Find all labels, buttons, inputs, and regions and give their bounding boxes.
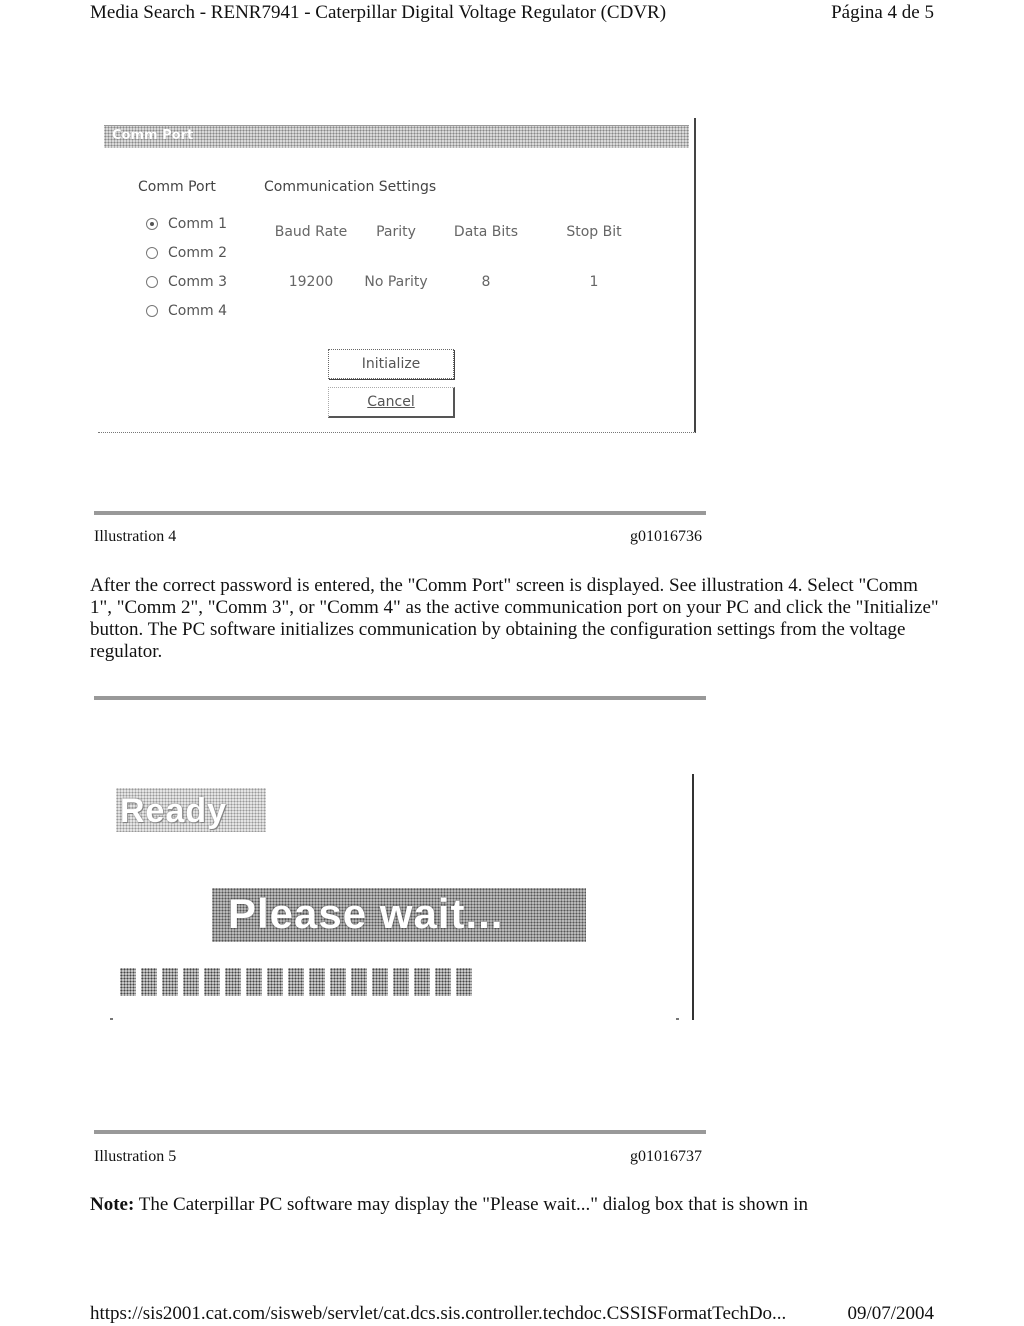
dialog-title: Comm Port xyxy=(112,128,194,143)
baud-rate-header: Baud Rate xyxy=(274,224,348,240)
radio-label: Comm 4 xyxy=(168,303,227,319)
please-wait-banner xyxy=(212,888,586,942)
dialog-title-bar xyxy=(104,125,689,148)
please-wait-dialog xyxy=(108,774,694,1020)
progress-block xyxy=(456,968,472,996)
progress-block xyxy=(204,968,220,996)
note-text: The Caterpillar PC software may display the "Please wait..." dialog box that is shown in xyxy=(138,1194,809,1215)
progress-block xyxy=(267,968,283,996)
parity-header: Parity xyxy=(376,224,416,240)
footer-url: https://sis2001.cat.com/sisweb/servlet/cat.dcs.sis.controller.techdoc.CSSISFormatTechDo... xyxy=(90,1303,787,1324)
corner-mark xyxy=(676,1018,679,1020)
progress-block xyxy=(435,968,451,996)
divider xyxy=(94,511,706,515)
page-number: Página 4 de 5 xyxy=(831,2,934,23)
note-paragraph xyxy=(90,1194,940,1216)
data-bits-header: Data Bits xyxy=(453,224,519,240)
radio-label: Comm 1 xyxy=(168,216,227,232)
stop-bit-header: Stop Bit xyxy=(566,224,622,240)
radio-icon[interactable] xyxy=(146,276,158,288)
initialize-label: Initialize xyxy=(361,356,421,372)
radio-comm-4[interactable] xyxy=(146,303,227,319)
radio-comm-2[interactable] xyxy=(146,245,227,261)
progress-block xyxy=(393,968,409,996)
progress-block xyxy=(225,968,241,996)
progress-block xyxy=(288,968,304,996)
comm-port-heading: Comm Port xyxy=(138,179,216,195)
progress-block xyxy=(330,968,346,996)
progress-block xyxy=(162,968,178,996)
progress-block xyxy=(372,968,388,996)
cancel-label: Cancel xyxy=(367,394,415,410)
progress-block xyxy=(183,968,199,996)
initialize-button[interactable] xyxy=(328,349,454,379)
progress-bar xyxy=(120,968,472,996)
radio-comm-3[interactable] xyxy=(146,274,227,290)
progress-block xyxy=(141,968,157,996)
baud-rate-value: 19200 xyxy=(288,274,334,290)
cancel-button[interactable] xyxy=(328,387,455,418)
caption-id-illustration-5: g01016737 xyxy=(630,1148,702,1165)
radio-selected-icon[interactable] xyxy=(146,218,158,230)
progress-block xyxy=(351,968,367,996)
caption-illustration-5: Illustration 5 xyxy=(94,1148,177,1165)
radio-comm-1[interactable] xyxy=(146,216,227,232)
data-bits-value: 8 xyxy=(481,274,491,290)
header-title: Media Search - RENR7941 - Caterpillar Digital Voltage Regulator (CDVR) xyxy=(90,2,667,23)
comm-port-dialog xyxy=(98,118,696,433)
caption-illustration-4: Illustration 4 xyxy=(94,528,177,545)
progress-block xyxy=(120,968,136,996)
footer-date: 09/07/2004 xyxy=(847,1303,934,1324)
progress-block xyxy=(309,968,325,996)
ready-title-text: Ready xyxy=(120,792,228,830)
please-wait-text: Please wait... xyxy=(228,890,504,937)
radio-icon[interactable] xyxy=(146,247,158,259)
radio-label: Comm 2 xyxy=(168,245,227,261)
corner-mark xyxy=(110,1018,113,1020)
parity-value: No Parity xyxy=(364,274,428,290)
progress-block xyxy=(246,968,262,996)
ready-title xyxy=(116,788,266,832)
divider xyxy=(94,696,706,700)
note-label: Note: xyxy=(90,1194,135,1215)
radio-icon[interactable] xyxy=(146,305,158,317)
settings-heading: Communication Settings xyxy=(264,179,437,195)
progress-block xyxy=(414,968,430,996)
caption-id-illustration-4: g01016736 xyxy=(630,528,702,545)
stop-bit-value: 1 xyxy=(589,274,599,290)
paragraph: After the correct password is entered, the "Comm Port" screen is displayed. See illustration 4. Select "Comm 1", "Comm 2", "Comm 3", or "Comm 4" as the active communication port on your PC and click the "Initialize" button. The PC software initializes communication by obtaining the configuration settings from the voltage regulator. xyxy=(90,575,939,662)
divider xyxy=(94,1130,706,1134)
radio-label: Comm 3 xyxy=(168,274,227,290)
